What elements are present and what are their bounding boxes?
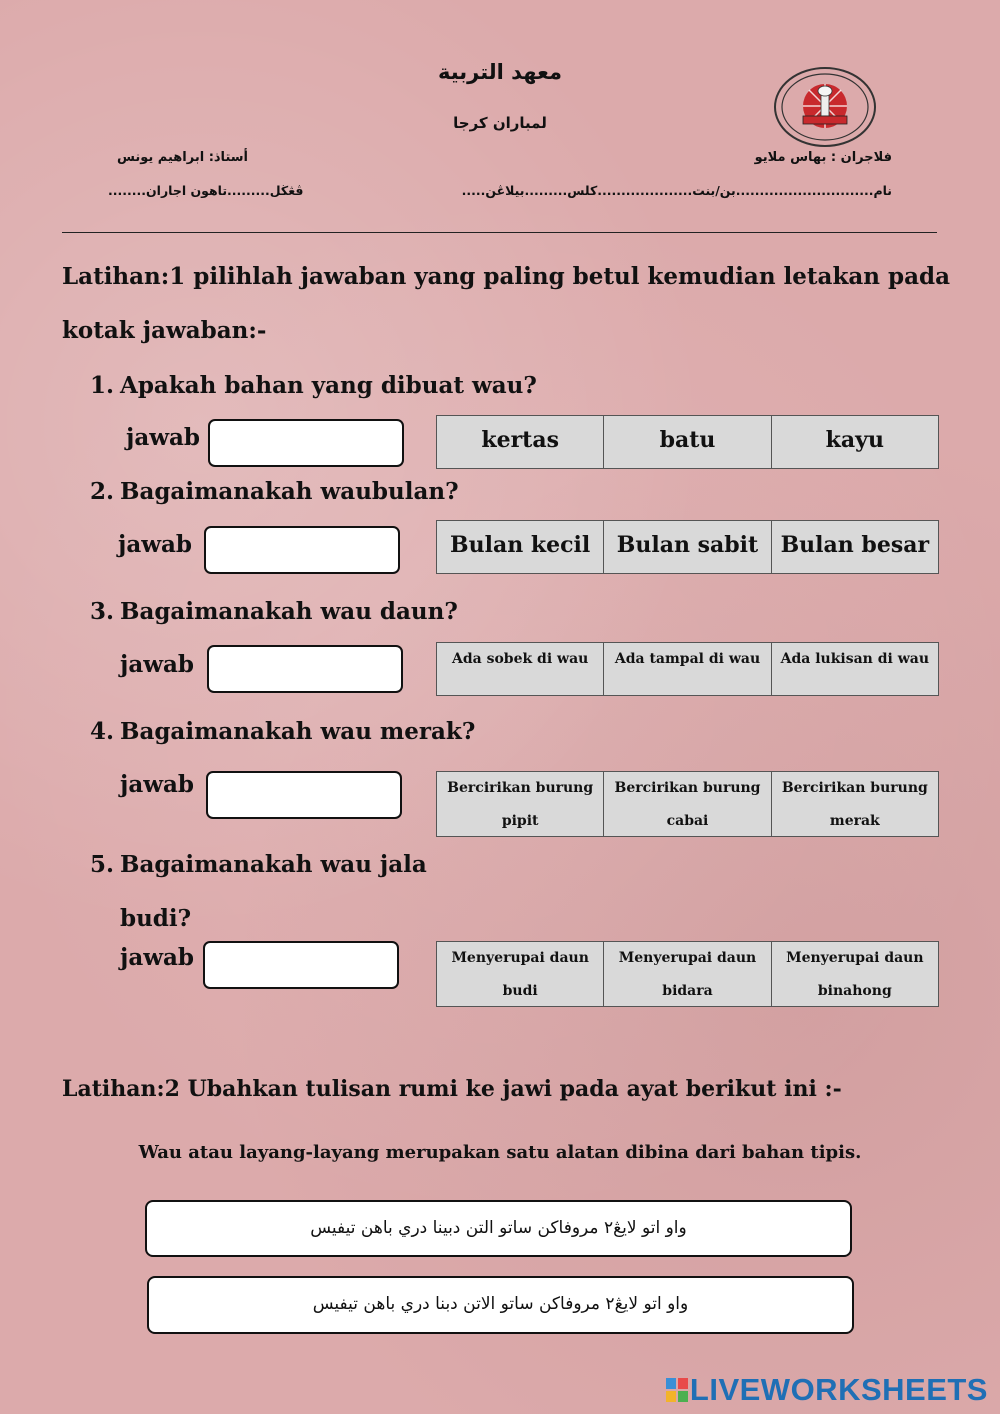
question-number: 5. <box>90 851 115 878</box>
liveworksheets-watermark <box>666 1372 988 1408</box>
question-4 <box>90 718 475 745</box>
question-text: Bagaimanakah wau jala <box>120 851 427 878</box>
question-3 <box>90 598 458 625</box>
answer-label: jawab <box>118 531 193 558</box>
options-row-3 <box>436 642 939 696</box>
question-text: Bagaimanakah wau merak? <box>120 718 476 745</box>
question-number: 3. <box>90 598 115 625</box>
school-name: معهد التربية <box>437 60 563 84</box>
question-5 <box>90 838 427 946</box>
options-row-4 <box>436 771 939 837</box>
option[interactable]: Ada sobek di wau <box>437 643 604 695</box>
option[interactable]: Bulan besar <box>780 532 930 558</box>
answer-box-2[interactable] <box>204 526 400 574</box>
question-text: Bagaimanakah wau daun? <box>120 598 458 625</box>
answer-box-5[interactable] <box>203 941 399 989</box>
option[interactable]: Bercirikan burung cabai <box>604 772 771 836</box>
answer-box-4[interactable] <box>206 771 402 819</box>
jawi-choice-2[interactable]: واو اتو لايڠ٢ مروفاكن ساتو الاتن دبنا دري باهن تيفيس <box>147 1276 854 1334</box>
question-text: Bagaimanakah waubulan? <box>120 478 459 505</box>
answer-label: jawab <box>120 771 195 798</box>
option[interactable]: Bercirikan burung merak <box>781 780 928 829</box>
header-divider <box>62 232 937 233</box>
teacher-label: أستاذ: ابراهيم يونس <box>116 150 248 165</box>
question-text: Apakah bahan yang dibuat wau? <box>120 372 537 399</box>
question-number: 2. <box>90 478 115 505</box>
subject-label: فلاجران : بهاس ملايو <box>754 150 892 165</box>
option[interactable]: kertas <box>437 416 604 468</box>
jawi-choice-1[interactable]: واو اتو لايڠ٢ مروفاكن ساتو التن دبينا دري باهن تيفيس <box>145 1200 852 1257</box>
options-row-1 <box>436 415 939 469</box>
option[interactable]: Ada lukisan di wau <box>780 651 930 667</box>
option[interactable]: Menyerupai daun budi <box>437 942 604 1006</box>
school-subtitle: لمباران كرجا <box>453 114 547 132</box>
options-row-2 <box>436 520 939 574</box>
options-row-5 <box>436 941 939 1007</box>
answer-label: jawab <box>120 944 195 971</box>
answer-box-3[interactable] <box>207 645 403 693</box>
option[interactable]: Ada tampal di wau <box>604 643 771 695</box>
option[interactable]: Menyerupai daun bidara <box>604 942 771 1006</box>
exercise2-heading: Latihan:2 Ubahkan tulisan rumi ke jawi pada ayat berikut ini :- <box>62 1076 842 1102</box>
question-5-line1 <box>90 838 427 892</box>
student-info-fields: نام.............................بن/بنت....................كلس.........بيلاڠن..... <box>461 183 892 198</box>
liveworksheets-logo-icon <box>666 1374 688 1398</box>
question-2 <box>90 478 459 505</box>
question-number: 1. <box>90 372 115 399</box>
question-text-line2: budi? <box>120 905 192 932</box>
option[interactable]: Menyerupai daun binahong <box>786 950 924 999</box>
answer-label: jawab <box>120 651 195 678</box>
option[interactable]: Bercirikan burung pipit <box>437 772 604 836</box>
option[interactable]: Bulan sabit <box>604 521 771 573</box>
exercise1-heading: Latihan:1 pilihlah jawaban yang paling betul kemudian letakan pada kotak jawaban:- <box>62 263 950 344</box>
watermark-text: LIVEWORKSHEETS <box>689 1372 988 1407</box>
answer-label: jawab <box>126 424 201 451</box>
answer-box-1[interactable] <box>208 419 404 467</box>
option[interactable]: kayu <box>825 427 884 453</box>
rumi-sentence: Wau atau layang-layang merupakan satu alatan dibina dari bahan tipis. <box>138 1142 862 1163</box>
question-number: 4. <box>90 718 115 745</box>
question-1 <box>90 372 537 399</box>
date-fields: ڤڠڬل.........تاهون اجاران........ <box>108 183 304 198</box>
option[interactable]: batu <box>604 416 771 468</box>
option[interactable]: Bulan kecil <box>437 521 604 573</box>
